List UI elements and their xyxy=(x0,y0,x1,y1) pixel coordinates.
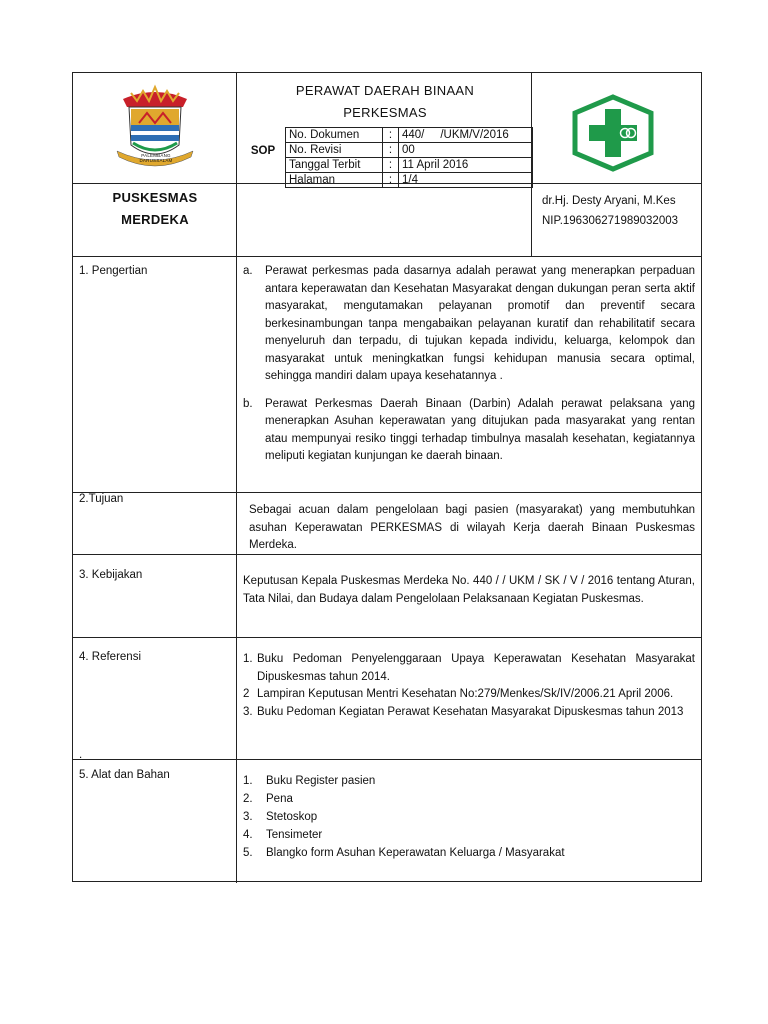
section-content-kebijakan: Keputusan Kepala Puskesmas Merdeka No. 440 / / UKM / SK / V / 2016 tentang Aturan, Tata Nilai, dan Budaya dalam Pengelolaan Pelaksanaan Kegiatan Puskesmas. xyxy=(243,575,695,605)
list-marker: 2 xyxy=(243,688,250,700)
meta-sep: : xyxy=(383,143,399,158)
list-item xyxy=(243,704,695,722)
meta-value: 440/ /UKM/V/2016 xyxy=(399,128,533,143)
list-marker: 3. xyxy=(243,705,253,718)
list-marker: 1. xyxy=(243,653,253,665)
meta-row xyxy=(286,128,533,143)
meta-key: Halaman xyxy=(286,173,383,188)
meta-value: 11 April 2016 xyxy=(399,158,533,173)
section-label-tujuan: 2.Tujuan xyxy=(79,493,124,505)
sop-document xyxy=(72,72,702,882)
section-content-tujuan: Sebagai acuan dalam pengelolaan bagi pasien (masyarakat) yang membutuhkan asuhan Keperawatan PERKESMAS di wilayah Kerja daerah Binaan Puskesmas Merdeka. xyxy=(249,504,695,551)
list-item xyxy=(243,263,695,386)
section-label-kebijakan: 3. Kebijakan xyxy=(79,569,143,581)
trailing-mark: . xyxy=(79,749,83,761)
list-item xyxy=(243,772,695,790)
divider xyxy=(73,256,701,257)
list-text: Tensimeter xyxy=(266,829,323,841)
list-marker: b. xyxy=(243,397,253,410)
meta-value: 1/4 xyxy=(399,173,533,188)
section-label-referensi: 4. Referensi xyxy=(79,651,142,663)
list-marker: 3. xyxy=(243,811,253,823)
list-item xyxy=(243,396,695,466)
section-content-referensi xyxy=(243,651,695,721)
document-title-line1: PERAWAT DAERAH BINAAN xyxy=(295,83,475,98)
divider xyxy=(73,637,701,638)
city-emblem-logo xyxy=(109,83,201,179)
list-item xyxy=(243,808,695,826)
meta-row xyxy=(286,158,533,173)
list-item xyxy=(243,844,695,862)
organization-line1: PUSKESMAS xyxy=(112,190,198,205)
list-marker: 2. xyxy=(243,793,253,805)
sop-label: SOP xyxy=(250,145,276,157)
emblem-banner-text: PALEMBANG DARUSSALAM xyxy=(139,153,173,163)
list-text: Perawat perkesmas pada dasarnya adalah perawat yang menerapkan perpaduan antara keperawatan dan Kesehatan Masyarakat dengan dukungan peran serta aktif masyarakat, mengutamakan pelayanan promotif dan preventif secara berkesinambungan tanpa mengabaikan pelayanan kuratif dan rehabilitatif secara menyeluruh dan terpadu, di tujukan kepada individu, keluarga, kelompok dan masyarakat untuk meningkatkan fungsi kehidupan manusia secara optimal, sehingga mandiri dalam upaya kesehatannya . xyxy=(265,265,695,382)
list-text: Buku Pedoman Kegiatan Perawat Kesehatan Masyarakat Dipuskesmas tahun 2013 xyxy=(257,705,684,718)
meta-key: Tanggal Terbit xyxy=(286,158,383,173)
organization-line2: MERDEKA xyxy=(121,212,189,227)
list-text: Stetoskop xyxy=(266,811,318,823)
signatory-nip: NIP.196306271989032003 xyxy=(542,215,679,227)
list-text: Buku Pedoman Penyelenggaraan Upaya Keperawatan Kesehatan Masyarakat Dipuskesmas tahun 2014. xyxy=(257,653,695,683)
meta-sep: : xyxy=(383,158,399,173)
meta-sep: : xyxy=(383,128,399,143)
document-meta-table xyxy=(285,127,533,188)
section-content-alat xyxy=(243,772,695,862)
signatory-name: dr.Hj. Desty Aryani, M.Kes xyxy=(542,195,676,207)
list-item xyxy=(243,686,695,704)
list-marker: 4. xyxy=(243,829,253,841)
list-marker: a. xyxy=(243,265,253,277)
list-text: Lampiran Keputusan Mentri Kesehatan No:279/Menkes/Sk/IV/2006.21 April 2006. xyxy=(257,688,674,700)
list-marker: 5. xyxy=(243,847,253,859)
divider xyxy=(73,759,701,760)
list-item xyxy=(243,790,695,808)
section-label-pengertian: 1. Pengertian xyxy=(79,265,148,277)
organization-name xyxy=(73,187,237,231)
signatory-block xyxy=(542,191,702,231)
meta-row xyxy=(286,143,533,158)
list-item xyxy=(243,651,695,686)
meta-sep: : xyxy=(383,173,399,188)
list-text: Blangko form Asuhan Keperawatan Keluarga / Masyarakat xyxy=(266,847,565,859)
list-marker: 1. xyxy=(243,775,253,787)
meta-key: No. Revisi xyxy=(286,143,383,158)
meta-row xyxy=(286,173,533,188)
section-label-alat: 5. Alat dan Bahan xyxy=(79,769,170,781)
section-content-pengertian xyxy=(243,263,695,466)
meta-value: 00 xyxy=(399,143,533,158)
list-text: Perawat Perkesmas Daerah Binaan (Darbin) Adalah perawat pelaksana yang menerapkan Asuhan keperawatan yang ditujukan pada masyarakat yang rentan atau mempunyai resiko tinggi terhadap timbulnya masalah kesehatan, kegiatannya meliputi kegiatan kunjungan ke daerah binaan. xyxy=(265,397,695,462)
list-text: Pena xyxy=(266,793,293,805)
health-cross-logo xyxy=(567,93,659,173)
document-title-line2: PERKESMAS xyxy=(343,105,427,120)
divider xyxy=(73,492,701,493)
list-item xyxy=(243,826,695,844)
list-text: Buku Register pasien xyxy=(266,775,376,787)
meta-key: No. Dokumen xyxy=(286,128,383,143)
